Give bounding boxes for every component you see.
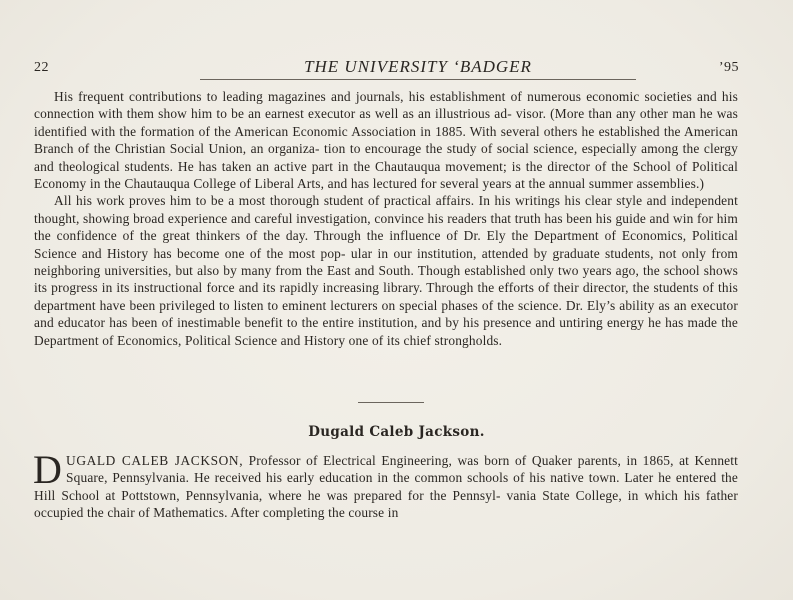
paragraph-jackson xyxy=(33,447,738,522)
section-heading: Dugald Caleb Jackson. xyxy=(308,424,485,440)
running-title: THE UNIVERSITY ‘BADGER xyxy=(200,56,636,80)
jackson-biography-text xyxy=(33,447,738,522)
page-number: 22 xyxy=(34,60,49,75)
lead-caps: UGALD CALEB JACKSON, xyxy=(66,453,244,468)
drop-cap: D xyxy=(33,447,63,492)
page-header xyxy=(34,56,739,80)
paragraph-contributions: His frequent contributions to leading magazines and journals, his establishment of numerous economic societies and his connection with them show him to be an earnest executor as well as an illustrious ad- visor. (More than any other man he was identified with the formation of the American Economic Association in 1885. With several others he established the American Branch of the Christian Social Union, an organiza- tion to encourage the study of social science, especially among the clergy and theological students. He has taken an active part in the Chautauqua movement; is the director of the School of Political Economy in the Chautauqua College of Liberal Arts, and has lectured for several years at the annual summer assemblies.) xyxy=(34,89,738,192)
paragraph-work: All his work proves him to be a most thorough student of practical affairs. In his writings his clear style and independent thought, showing broad experience and careful investigation, convince his readers that truth has been his guide and win for him the confidence of the great thinkers of the day. Through the influence of Dr. Ely the Department of Economics, Political Science and History has become one of the most pop- ular in our institution, attended by graduate students, not only from neighboring universities, but also by many from the East and South. Though established only two years ago, the school shows its progress in its instructional force and its rapidly increasing library. Through the efforts of their director, the students of this department have been privileged to listen to eminent lecturers on special phases of the science. Dr. Ely’s ability as an executor and educator has been of inestimable benefit to the entire institution, and by his presence and untiring energy he has made the Department of Economics, Political Science and History one of its chief strongholds. xyxy=(34,193,738,348)
section-divider xyxy=(358,402,424,403)
ely-biography-text xyxy=(34,88,738,349)
jackson-paragraph-text: Professor of Electrical Engineering, was born of Quaker parents, in 1865, at Kennett Square, Pennsylvania. He received his early education in the common schools of his native town. Later he entered the Hill School at Pottstown, Pennsylvania, where he was prepared for the Pennsyl- vania State College, in which his father occupied the chair of Mathematics. After completing the course in xyxy=(34,453,738,521)
year-label: ’95 xyxy=(718,60,739,75)
